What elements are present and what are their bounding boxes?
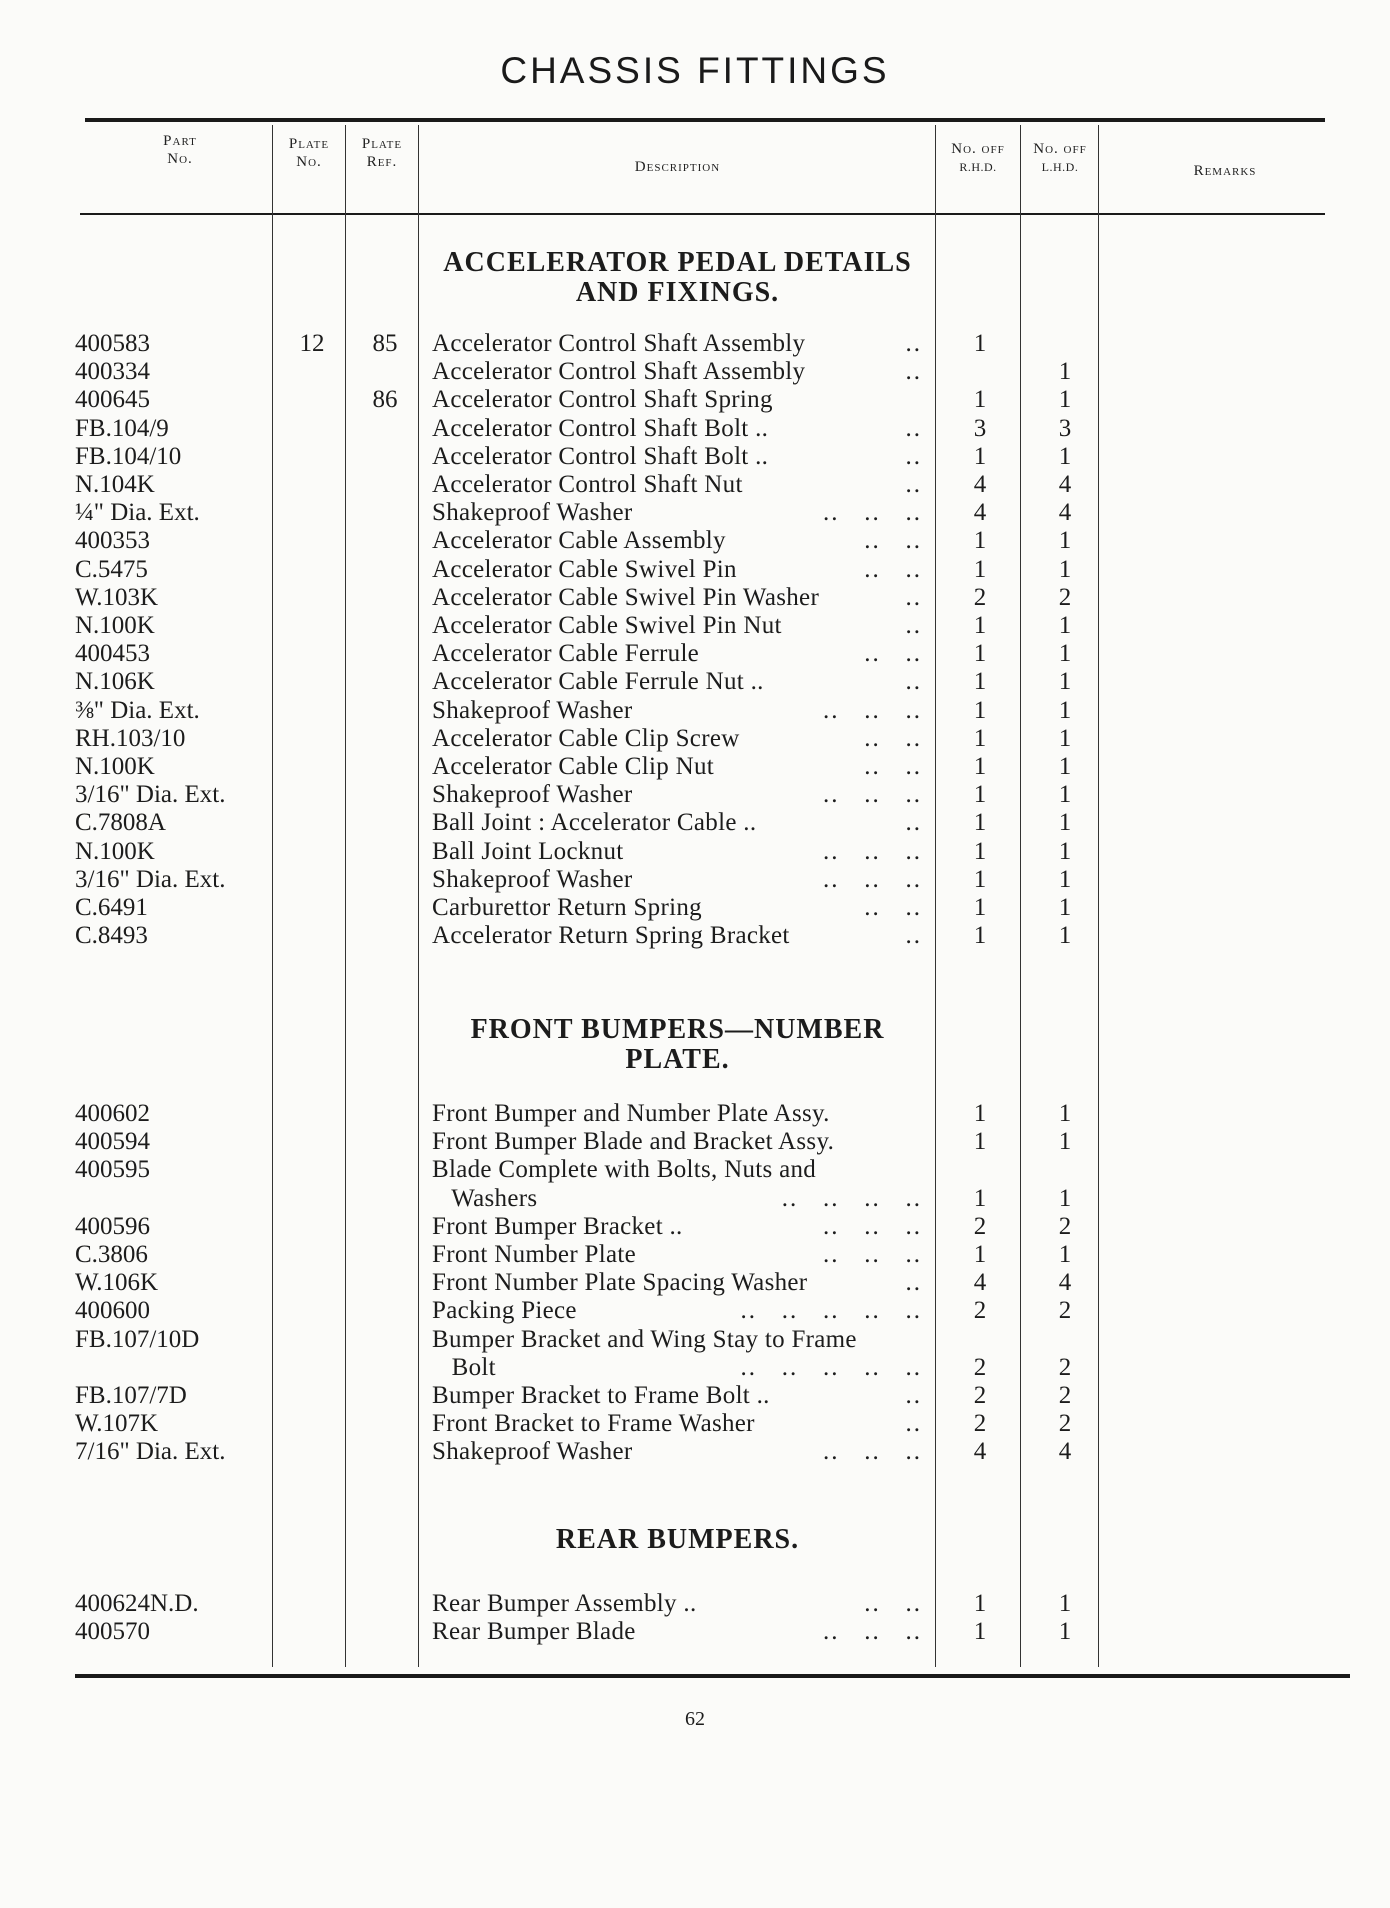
table-row xyxy=(0,894,1390,922)
description-text: Ball Joint Locknut xyxy=(432,837,624,865)
qty-lhd: 2 xyxy=(1058,1353,1072,1381)
part-number: ¼" Dia. Ext. xyxy=(75,499,200,527)
part-number: FB.104/10 xyxy=(75,442,182,470)
qty-rhd: 1 xyxy=(973,1184,987,1212)
plate-ref: 85 xyxy=(372,330,398,357)
description-text: Packing Piece xyxy=(432,1297,577,1325)
bottom-rule xyxy=(75,1674,1350,1678)
leader-dots: .. xyxy=(905,471,922,498)
part-number: W.107K xyxy=(75,1410,159,1438)
qty-rhd: 1 xyxy=(973,724,987,752)
description xyxy=(432,415,922,443)
table-row xyxy=(0,1618,1390,1646)
leader-dots: .. .. .. xyxy=(823,499,922,527)
qty-rhd: 1 xyxy=(973,330,987,357)
part-number: C.5475 xyxy=(75,555,148,583)
header-lhd-line1: No. off xyxy=(1033,141,1087,157)
description xyxy=(432,556,922,584)
table-row xyxy=(0,753,1390,781)
plate-ref: 86 xyxy=(372,386,398,414)
qty-lhd: 1 xyxy=(1058,837,1072,865)
qty-lhd: 1 xyxy=(1058,696,1072,724)
qty-rhd: 1 xyxy=(973,865,987,893)
description-text: Shakeproof Washer xyxy=(432,696,633,724)
leader-dots: .. xyxy=(905,583,922,611)
table-row xyxy=(0,415,1390,443)
table-row xyxy=(0,1241,1390,1269)
description-text: Accelerator Cable Swivel Pin Washer xyxy=(432,583,820,611)
description xyxy=(432,1128,922,1156)
section-title-line: PLATE. xyxy=(625,1044,730,1075)
description-text: Accelerator Return Spring Bracket xyxy=(432,922,790,950)
leader-dots: .. .. .. xyxy=(823,865,922,893)
qty-rhd: 4 xyxy=(973,499,987,527)
qty-rhd: 4 xyxy=(973,1269,987,1297)
leader-dots: .. xyxy=(905,358,922,386)
header-plate-ref-line2: Ref. xyxy=(366,154,398,170)
qty-rhd: 4 xyxy=(973,471,987,498)
plate-number: 12 xyxy=(299,330,325,357)
table-row xyxy=(0,640,1390,668)
qty-lhd: 3 xyxy=(1058,414,1072,442)
table-row xyxy=(0,1438,1390,1466)
qty-lhd: 1 xyxy=(1058,809,1072,837)
part-number: 400595 xyxy=(75,1156,150,1184)
description xyxy=(432,1410,922,1438)
table-row xyxy=(0,1213,1390,1241)
description xyxy=(432,499,922,527)
qty-rhd: 1 xyxy=(973,696,987,724)
table-row xyxy=(0,866,1390,894)
qty-lhd: 1 xyxy=(1058,894,1072,921)
part-number: C.8493 xyxy=(75,922,148,950)
header-plate-ref-line1: Plate xyxy=(361,136,403,152)
leader-dots: .. .. .. xyxy=(823,1438,922,1466)
qty-rhd: 1 xyxy=(973,527,987,555)
table-row xyxy=(0,612,1390,640)
description-text: Accelerator Cable Swivel Pin xyxy=(432,555,737,583)
description-text: Blade Complete with Bolts, Nuts and xyxy=(432,1156,817,1184)
part-number: ⅜" Dia. Ext. xyxy=(75,696,200,724)
qty-lhd: 1 xyxy=(1058,1128,1072,1156)
description-text: Rear Bumper Assembly .. xyxy=(432,1590,697,1617)
description xyxy=(432,640,922,668)
table-row xyxy=(0,1269,1390,1297)
qty-lhd: 2 xyxy=(1058,583,1072,611)
section-title-line: FRONT BUMPERS—NUMBER xyxy=(470,1014,885,1045)
description xyxy=(432,330,922,358)
description-text: Accelerator Control Shaft Spring xyxy=(432,386,773,414)
description-text: Bolt xyxy=(432,1353,496,1381)
qty-rhd: 2 xyxy=(973,1410,987,1438)
description-text: Front Bracket to Frame Washer xyxy=(432,1410,755,1438)
description-text: Front Number Plate Spacing Washer xyxy=(432,1269,808,1297)
description-text: Shakeproof Washer xyxy=(432,1438,633,1466)
description xyxy=(432,809,922,837)
qty-rhd: 1 xyxy=(973,442,987,470)
part-number: 400600 xyxy=(75,1297,150,1325)
description-text: Accelerator Control Shaft Bolt .. xyxy=(432,442,769,470)
header-part-no xyxy=(130,132,230,168)
top-rule xyxy=(85,118,1325,122)
qty-rhd: 2 xyxy=(973,1297,987,1325)
leader-dots: .. xyxy=(905,809,922,837)
qty-lhd: 1 xyxy=(1058,555,1072,583)
leader-dots: .. .. xyxy=(864,527,922,555)
header-no-off-rhd xyxy=(937,140,1019,176)
leader-dots: .. .. xyxy=(864,724,922,752)
description-text: Carburettor Return Spring xyxy=(432,894,702,921)
leader-dots: .. .. .. .. xyxy=(781,1184,922,1212)
leader-dots: .. .. .. xyxy=(823,696,922,724)
description xyxy=(432,584,922,612)
table-row xyxy=(0,1410,1390,1438)
qty-lhd: 1 xyxy=(1058,781,1072,809)
leader-dots: .. xyxy=(905,414,922,442)
qty-lhd: 2 xyxy=(1058,1297,1072,1325)
table-row xyxy=(0,1326,1390,1354)
header-part-no-line1: Part xyxy=(163,133,197,149)
section-title-line: ACCELERATOR PEDAL DETAILS xyxy=(443,247,912,278)
leader-dots: .. xyxy=(905,612,922,639)
qty-lhd: 1 xyxy=(1058,668,1072,696)
description xyxy=(432,838,922,866)
qty-rhd: 1 xyxy=(973,640,987,668)
description xyxy=(432,527,922,555)
qty-lhd: 2 xyxy=(1058,1410,1072,1438)
description-text: Shakeproof Washer xyxy=(432,499,633,527)
leader-dots: .. .. .. .. .. xyxy=(740,1353,922,1381)
description xyxy=(432,1326,922,1354)
qty-lhd: 1 xyxy=(1058,1184,1072,1212)
qty-rhd: 1 xyxy=(973,386,987,414)
part-number: RH.103/10 xyxy=(75,724,186,752)
table-row xyxy=(0,584,1390,612)
qty-rhd: 2 xyxy=(973,583,987,611)
leader-dots: .. xyxy=(905,1382,922,1409)
description xyxy=(432,1185,922,1213)
part-number: N.100K xyxy=(75,837,155,865)
qty-lhd: 1 xyxy=(1058,865,1072,893)
part-number: 3/16" Dia. Ext. xyxy=(75,781,226,809)
description xyxy=(432,753,922,781)
qty-rhd: 1 xyxy=(973,894,987,921)
part-number: C.3806 xyxy=(75,1241,148,1268)
qty-rhd: 1 xyxy=(973,1100,987,1127)
qty-lhd: 2 xyxy=(1058,1212,1072,1240)
description-text: Accelerator Cable Ferrule xyxy=(432,640,700,668)
table-row xyxy=(0,809,1390,837)
description xyxy=(432,866,922,894)
table-row xyxy=(0,1354,1390,1382)
header-plate-no-line2: No. xyxy=(296,154,322,170)
qty-rhd: 1 xyxy=(973,555,987,583)
qty-lhd: 4 xyxy=(1058,1269,1072,1297)
description-text: Accelerator Cable Clip Nut xyxy=(432,753,715,780)
leader-dots: .. .. xyxy=(864,894,922,921)
header-rhd-line2: R.H.D. xyxy=(959,160,997,174)
section-title-front-bumpers xyxy=(425,1015,930,1075)
part-number: 400602 xyxy=(75,1100,150,1127)
qty-lhd: 1 xyxy=(1058,527,1072,555)
description xyxy=(432,1156,922,1184)
description-text: Accelerator Cable Assembly xyxy=(432,527,726,555)
header-part-no-line2: No. xyxy=(167,151,193,167)
leader-dots: .. .. xyxy=(864,640,922,668)
qty-lhd: 4 xyxy=(1058,1438,1072,1466)
description-text: Front Bumper Blade and Bracket Assy. xyxy=(432,1128,835,1156)
description xyxy=(432,1438,922,1466)
section-title-accelerator xyxy=(425,248,930,308)
leader-dots: .. .. .. xyxy=(823,1241,922,1268)
qty-rhd: 1 xyxy=(973,922,987,950)
part-number: N.100K xyxy=(75,753,155,780)
header-rhd-line1: No. off xyxy=(951,141,1005,157)
part-number: 400583 xyxy=(75,330,150,357)
part-number: 3/16" Dia. Ext. xyxy=(75,865,226,893)
table-row xyxy=(0,1128,1390,1156)
qty-rhd: 1 xyxy=(973,1128,987,1156)
description-text: Front Bumper and Number Plate Assy. xyxy=(432,1100,830,1127)
description xyxy=(432,443,922,471)
page-number: 62 xyxy=(685,1708,705,1730)
leader-dots: .. xyxy=(905,1269,922,1297)
qty-lhd: 1 xyxy=(1058,358,1072,386)
part-number: W.106K xyxy=(75,1269,159,1297)
part-number: W.103K xyxy=(75,583,159,611)
part-number: N.100K xyxy=(75,612,155,639)
header-remarks: Remarks xyxy=(1193,163,1257,179)
part-number: 400645 xyxy=(75,386,150,414)
qty-lhd: 1 xyxy=(1058,640,1072,668)
table-row xyxy=(0,471,1390,499)
table-row xyxy=(0,697,1390,725)
description-text: Accelerator Cable Ferrule Nut .. xyxy=(432,668,764,696)
description xyxy=(432,1100,922,1128)
header-lhd-line2: L.H.D. xyxy=(1041,160,1079,174)
leader-dots: .. .. .. xyxy=(823,837,922,865)
qty-rhd: 1 xyxy=(973,1241,987,1268)
qty-rhd: 3 xyxy=(973,414,987,442)
qty-rhd: 2 xyxy=(973,1212,987,1240)
part-number: FB.104/9 xyxy=(75,414,169,442)
description xyxy=(432,1269,922,1297)
table-row xyxy=(0,1297,1390,1325)
table-row xyxy=(0,330,1390,358)
description-text: Accelerator Control Shaft Assembly xyxy=(432,358,806,386)
part-number: C.6491 xyxy=(75,894,148,921)
description-text: Accelerator Cable Swivel Pin Nut xyxy=(432,612,782,639)
table-row xyxy=(0,556,1390,584)
description-text: Front Number Plate xyxy=(432,1241,636,1268)
leader-dots: .. xyxy=(905,442,922,470)
description-text: Accelerator Control Shaft Bolt .. xyxy=(432,414,769,442)
description xyxy=(432,1297,922,1325)
header-plate-ref xyxy=(347,135,417,171)
part-number: 400453 xyxy=(75,640,150,668)
qty-rhd: 1 xyxy=(973,1590,987,1617)
qty-rhd: 2 xyxy=(973,1353,987,1381)
qty-lhd: 1 xyxy=(1058,922,1072,950)
page-title: CHASSIS FITTINGS xyxy=(500,50,890,91)
qty-lhd: 4 xyxy=(1058,499,1072,527)
description xyxy=(432,697,922,725)
table-row xyxy=(0,1156,1390,1184)
leader-dots: .. xyxy=(905,668,922,696)
qty-lhd: 2 xyxy=(1058,1382,1072,1409)
header-plate-no xyxy=(275,135,343,171)
table-row xyxy=(0,1185,1390,1213)
part-number: 7/16" Dia. Ext. xyxy=(75,1438,226,1466)
description xyxy=(432,612,922,640)
part-number: C.7808A xyxy=(75,809,166,837)
description-text: Ball Joint : Accelerator Cable .. xyxy=(432,809,757,837)
description-text: Bumper Bracket to Frame Bolt .. xyxy=(432,1382,770,1409)
leader-dots: .. xyxy=(905,1410,922,1438)
description xyxy=(432,1213,922,1241)
header-rule xyxy=(80,213,1325,215)
description xyxy=(432,894,922,922)
description xyxy=(432,668,922,696)
table-row xyxy=(0,386,1390,414)
description-text: Accelerator Control Shaft Assembly xyxy=(432,330,806,357)
table-row xyxy=(0,1100,1390,1128)
section-title-line: AND FIXINGS. xyxy=(575,277,780,308)
qty-rhd: 1 xyxy=(973,753,987,780)
qty-lhd: 1 xyxy=(1058,1100,1072,1127)
description xyxy=(432,922,922,950)
qty-rhd: 1 xyxy=(973,781,987,809)
part-number: FB.107/10D xyxy=(75,1325,200,1353)
qty-lhd: 1 xyxy=(1058,1241,1072,1268)
description xyxy=(432,1241,922,1269)
section-title-line: REAR BUMPERS. xyxy=(555,1524,800,1555)
part-number: N.104K xyxy=(75,471,155,498)
qty-rhd: 4 xyxy=(973,1438,987,1466)
table-row xyxy=(0,499,1390,527)
description-text: Shakeproof Washer xyxy=(432,865,633,893)
description-text: Shakeproof Washer xyxy=(432,781,633,809)
description-text: Accelerator Cable Clip Screw xyxy=(432,724,740,752)
table-row xyxy=(0,443,1390,471)
qty-rhd: 1 xyxy=(973,668,987,696)
part-number: 400353 xyxy=(75,527,150,555)
part-number: 400594 xyxy=(75,1128,150,1156)
qty-rhd: 1 xyxy=(973,612,987,639)
table-row xyxy=(0,781,1390,809)
leader-dots: .. .. .. xyxy=(823,1618,922,1646)
qty-rhd: 1 xyxy=(973,809,987,837)
description-text: Bumper Bracket and Wing Stay to Frame xyxy=(432,1325,857,1353)
description xyxy=(432,725,922,753)
part-number: N.106K xyxy=(75,668,155,696)
header-no-off-lhd xyxy=(1022,140,1098,176)
part-number: FB.107/7D xyxy=(75,1382,187,1409)
table-row xyxy=(0,1382,1390,1410)
description xyxy=(432,386,922,414)
qty-lhd: 1 xyxy=(1058,1618,1072,1646)
table-row xyxy=(0,725,1390,753)
qty-lhd: 1 xyxy=(1058,1590,1072,1617)
table-row xyxy=(0,838,1390,866)
description xyxy=(432,471,922,499)
table-row xyxy=(0,922,1390,950)
description-text: Washers xyxy=(432,1184,538,1212)
qty-lhd: 1 xyxy=(1058,442,1072,470)
description-text: Accelerator Control Shaft Nut xyxy=(432,471,743,498)
qty-lhd: 1 xyxy=(1058,386,1072,414)
description xyxy=(432,1382,922,1410)
qty-lhd: 1 xyxy=(1058,753,1072,780)
header-plate-no-line1: Plate xyxy=(288,136,330,152)
leader-dots: .. .. .. xyxy=(823,1212,922,1240)
description xyxy=(432,358,922,386)
section-title-rear-bumpers xyxy=(425,1525,930,1555)
part-number: 400624N.D. xyxy=(75,1590,199,1617)
description xyxy=(432,1354,922,1382)
leader-dots: .. .. xyxy=(864,753,922,780)
description xyxy=(432,1618,922,1646)
description-text: Rear Bumper Blade xyxy=(432,1618,636,1646)
part-number: 400570 xyxy=(75,1618,150,1646)
description xyxy=(432,781,922,809)
leader-dots: .. xyxy=(905,922,922,950)
table-row xyxy=(0,668,1390,696)
part-number: 400596 xyxy=(75,1212,150,1240)
qty-lhd: 4 xyxy=(1058,471,1072,498)
table-row xyxy=(0,527,1390,555)
qty-rhd: 2 xyxy=(973,1382,987,1409)
table-row xyxy=(0,1590,1390,1618)
leader-dots: .. .. .. xyxy=(823,781,922,809)
table-row xyxy=(0,358,1390,386)
leader-dots: .. .. xyxy=(864,1590,922,1617)
qty-lhd: 1 xyxy=(1058,724,1072,752)
leader-dots: .. xyxy=(905,330,922,357)
part-number: 400334 xyxy=(75,358,150,386)
qty-rhd: 1 xyxy=(973,1618,987,1646)
qty-lhd: 1 xyxy=(1058,612,1072,639)
leader-dots: .. .. xyxy=(864,555,922,583)
qty-rhd: 1 xyxy=(973,837,987,865)
description xyxy=(432,1590,922,1618)
header-description: Description xyxy=(634,159,721,175)
description-text: Front Bumper Bracket .. xyxy=(432,1212,683,1240)
leader-dots: .. .. .. .. .. xyxy=(740,1297,922,1325)
